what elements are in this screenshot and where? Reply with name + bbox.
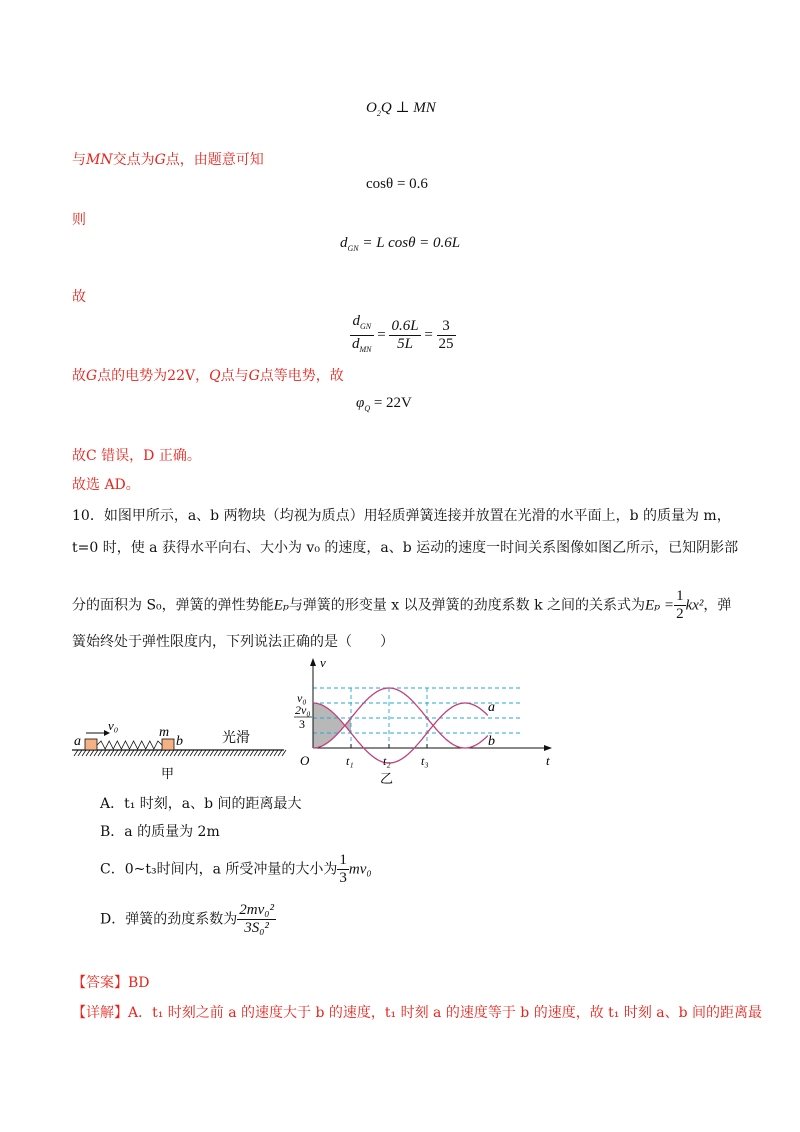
- eq2-lhs: cosθ: [366, 176, 394, 192]
- hatch-line: [150, 750, 154, 756]
- line-potential: [72, 366, 344, 386]
- hatch-line: [166, 750, 170, 756]
- block-b: [162, 739, 174, 750]
- text: 交点为: [112, 152, 155, 168]
- hatch-line: [130, 750, 134, 756]
- hatch-line: [126, 750, 130, 756]
- v-axis-arrow: [310, 658, 316, 666]
- hatch-line: [138, 750, 142, 756]
- eq1-mn: MN: [413, 100, 436, 116]
- hatch-line: [74, 750, 78, 756]
- hatch-line: [234, 750, 238, 756]
- n1: d: [352, 313, 360, 329]
- mv0: mv₀: [348, 861, 372, 878]
- eq-sign: =: [424, 326, 433, 343]
- figure-jia: [70, 712, 290, 782]
- hatch-line: [242, 750, 246, 756]
- line-gu: 故: [72, 289, 86, 305]
- label-curve-b: b: [488, 734, 495, 749]
- q10-line2: t=0 时，使 a 获得水平向右、大小为 v₀ 的速度，a、b 运动的速度一时间关系图像如图乙所示，已知阴影部: [72, 540, 739, 556]
- detail: [72, 1003, 762, 1023]
- hatch-line: [154, 750, 158, 756]
- option-d: [100, 902, 276, 937]
- hatch-line: [102, 750, 106, 756]
- hatch-line: [230, 750, 234, 756]
- hatch-line: [118, 750, 122, 756]
- text: 故: [72, 368, 86, 384]
- hatch-line: [122, 750, 126, 756]
- eq3-sub: GN: [347, 244, 359, 253]
- label-v0-axis: v₀: [297, 691, 307, 705]
- hatch-line: [250, 750, 254, 756]
- hatch-line: [90, 750, 94, 756]
- frac-3-25: [437, 318, 456, 353]
- n1sub: GN: [359, 322, 372, 331]
- label-v: v: [320, 655, 326, 670]
- den: 2: [676, 606, 684, 622]
- hatch-line: [158, 750, 162, 756]
- text: D．弹簧的劲度系数为: [100, 911, 238, 928]
- hatch-line: [146, 750, 150, 756]
- line-choose-ad: 故选 AD。: [72, 477, 140, 493]
- hatch-line: [238, 750, 242, 756]
- c-frac: [337, 852, 349, 887]
- figure-yi: [270, 655, 560, 790]
- equation-perpendicular: [366, 98, 436, 118]
- hatch-line: [214, 750, 218, 756]
- text: 分的面积为 S₀，弹簧的弹性势能: [72, 597, 274, 614]
- label-t1: t₁: [346, 754, 354, 768]
- line-intersect-g: [72, 150, 264, 170]
- text: ，弹: [703, 597, 732, 614]
- equation-dgn: [340, 235, 460, 253]
- ep-symbol: Eₚ: [273, 597, 289, 614]
- text: 点的电势为22V，: [97, 368, 210, 384]
- option-a: A．t₁ 时刻，a、b 间的距离最大: [100, 796, 302, 812]
- hatch-line: [190, 750, 194, 756]
- hatch-line: [262, 750, 266, 756]
- label-curve-a: a: [488, 700, 495, 715]
- hatch-line: [170, 750, 174, 756]
- hatch-line: [178, 750, 182, 756]
- q10-line3: [72, 588, 731, 623]
- hatch-line: [162, 750, 166, 756]
- hatch-line: [86, 750, 90, 756]
- hatch-line: [110, 750, 114, 756]
- hatch-line: [202, 750, 206, 756]
- detail-text: A．t₁ 时刻之前 a 的速度大于 b 的速度，t₁ 时刻 a 的速度等于 b 的速度，故 t₁ 时刻 a、b 间的距离最: [128, 1005, 763, 1021]
- den: 3: [339, 870, 347, 886]
- line-c-wrong: 故C 错误，D 正确。: [72, 448, 201, 464]
- eq5-rhs: = 22V: [370, 395, 412, 411]
- hatch-line: [210, 750, 214, 756]
- q-text: Q: [209, 368, 221, 384]
- label-a: a: [74, 734, 81, 749]
- caption-yi: 乙: [380, 772, 394, 787]
- q10-line4: 簧始终处于弹性限度内，下列说法正确的是（ ）: [72, 634, 394, 650]
- block-a: [85, 739, 97, 750]
- phi: φ: [356, 395, 365, 411]
- hatch-line: [258, 750, 262, 756]
- text: C．0~t₃时间内，a 所受冲量的大小为: [100, 861, 338, 878]
- equation-phi: [356, 395, 412, 413]
- eq3-d: d: [340, 235, 348, 251]
- eq-sign: =: [377, 326, 386, 343]
- hatch: [74, 750, 286, 756]
- n2: 0.6L: [391, 318, 419, 334]
- hatch-line: [98, 750, 102, 756]
- hatch-line: [206, 750, 210, 756]
- n3: 3: [437, 318, 456, 336]
- option-c: [100, 852, 372, 887]
- text: 点与: [220, 368, 249, 384]
- hatch-line: [142, 750, 146, 756]
- label-smooth: 光滑: [222, 730, 250, 746]
- equation-cos: [366, 176, 428, 193]
- frac-06l-5l: [389, 318, 420, 353]
- spring: [97, 741, 162, 749]
- kx2: kx²: [685, 597, 704, 614]
- d-frac: [237, 902, 276, 937]
- label-2v0: 2v₀: [295, 703, 311, 717]
- q10-line1: 10．如图甲所示，a、b 两物块（均视为质点）用轻质弹簧连接并放置在光滑的水平面上，b 的质量为 m，: [72, 508, 731, 524]
- text: 与弹簧的形变量 x 以及弹簧的劲度系数 k 之间的关系式为: [288, 597, 646, 614]
- ep-eq: Eₚ =: [645, 597, 675, 614]
- hatch-line: [198, 750, 202, 756]
- answer: 【答案】BD: [72, 975, 150, 991]
- hatch-line: [114, 750, 118, 756]
- label-origin: O: [300, 753, 310, 768]
- num: 1: [676, 588, 684, 604]
- hatch-line: [226, 750, 230, 756]
- hatch-line: [218, 750, 222, 756]
- text: 点，由题意可知: [165, 152, 264, 168]
- d1: d: [352, 336, 360, 352]
- label-t: t: [546, 753, 550, 768]
- hatch-line: [94, 750, 98, 756]
- label-m: m: [159, 725, 170, 740]
- d1sub: MN: [359, 345, 372, 354]
- label-t2: t₂: [383, 754, 391, 768]
- num: 2mv₀²: [239, 902, 274, 918]
- hatch-line: [182, 750, 186, 756]
- frac-dgn-dmn: [350, 313, 374, 358]
- hatch-line: [194, 750, 198, 756]
- hatch-line: [134, 750, 138, 756]
- label-v0: v₀: [108, 718, 119, 733]
- detail-label: 【详解】: [72, 1005, 128, 1021]
- g-text: G: [248, 368, 260, 384]
- line-ze: 则: [72, 212, 86, 228]
- eq1-op: ⊥: [391, 100, 414, 116]
- eq1-q: Q: [380, 100, 392, 116]
- hatch-line: [82, 750, 86, 756]
- caption-jia: 甲: [161, 767, 175, 782]
- hatch-line: [222, 750, 226, 756]
- den: 3S₀²: [244, 920, 269, 936]
- g-text: G: [86, 368, 98, 384]
- hatch-line: [78, 750, 82, 756]
- eq2-rhs: = 0.6: [393, 176, 428, 192]
- eq3-rhs: = L cosθ = 0.6L: [358, 235, 461, 251]
- hatch-line: [174, 750, 178, 756]
- phi-sub: Q: [364, 404, 371, 413]
- num: 1: [339, 852, 347, 868]
- label-3: 3: [299, 717, 305, 731]
- hatch-line: [186, 750, 190, 756]
- text: 与: [72, 152, 86, 168]
- text: 点等电势，故: [259, 368, 344, 384]
- d3: 25: [438, 336, 454, 352]
- eq1-sub: 2: [376, 109, 381, 118]
- d2: 5L: [397, 336, 413, 352]
- hatch-line: [106, 750, 110, 756]
- option-b: B．a 的质量为 2m: [100, 824, 220, 840]
- eq1-o: O: [366, 100, 377, 116]
- t-axis-arrow: [544, 745, 552, 751]
- g-text: G: [154, 152, 166, 168]
- equation-ratio: [350, 313, 456, 358]
- mn-text: MN: [86, 152, 113, 168]
- hatch-line: [254, 750, 258, 756]
- label-t3: t₃: [421, 754, 429, 768]
- label-b: b: [176, 734, 183, 749]
- half-frac: [674, 588, 686, 623]
- hatch-line: [246, 750, 250, 756]
